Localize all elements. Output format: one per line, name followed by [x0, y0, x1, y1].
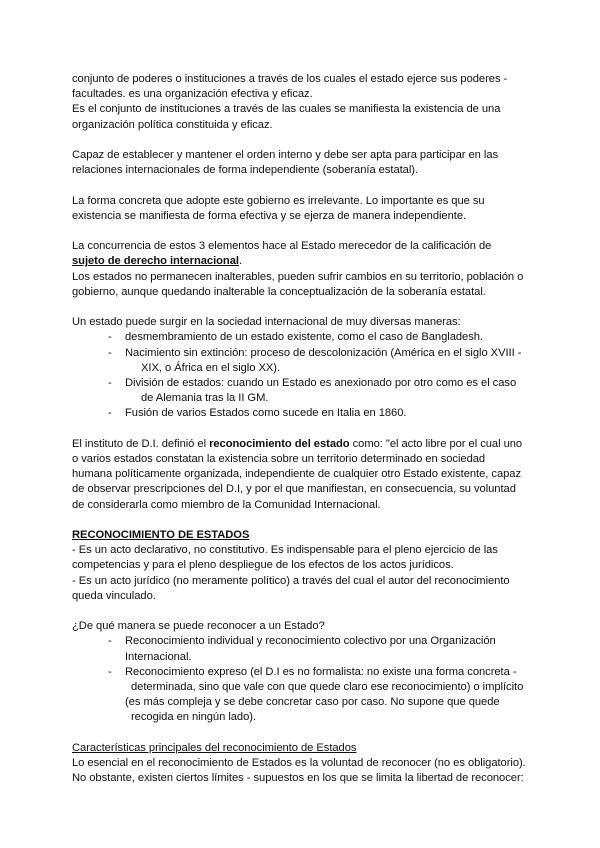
document-page [72, 72, 532, 786]
text-line: de observar prescripciones del D.I, y por el que manifiestan, en consecuencia, su voluntad [72, 483, 516, 496]
text-line: relaciones internacionales de forma independiente (soberanía estatal). [72, 164, 419, 177]
dash-bullet: - [108, 331, 112, 344]
paragraph-esencial [72, 756, 532, 786]
text-line: Los estados no permanecen inalterables, pueden sufrir cambios en su territorio, población o [72, 270, 524, 283]
text-line: La concurrencia de estos 3 elementos hace al Estado merecedor de la calificación de [72, 240, 492, 253]
question-line: ¿De qué manera se puede reconocer a un Estado? [72, 620, 325, 633]
text-line: de considerarla como miembro de la Comunidad Internacional. [72, 498, 381, 511]
text-line: - Es un acto jurídico (no meramente político) a través del cual el autor del reconocimiento [72, 574, 510, 587]
text-line: Lo esencial en el reconocimiento de Estados es la voluntad de reconocer (no es obligatorio). [72, 757, 526, 770]
text-line: La forma concreta que adopte este gobierno es irrelevante. Lo importante es que su [72, 194, 485, 207]
text-line: o varios estados constatan la existencia sobre un territorio determinado en sociedad [72, 453, 486, 465]
text-line: organización política constituida y eficaz. [72, 118, 273, 131]
text-line: competencias y para el pleno despliegue de los efectos de los actos jurídicos. [72, 559, 454, 572]
list-formas-surgir [72, 330, 532, 421]
text-dot: . [238, 255, 242, 268]
text-line: gobierno, aunque quedando inalterable la conceptualización de la soberanía estatal. [72, 285, 486, 298]
paragraph-capaz [72, 148, 532, 178]
list-item: - División de estados: cuando un Estado es anexionado por otro como es el caso de Alemania tras la II GM. [108, 377, 517, 405]
dash-bullet: - [108, 635, 112, 648]
section-heading-reconocimiento: RECONOCIMIENTO DE ESTADOS [72, 529, 250, 541]
text-line: Capaz de establecer y mantener el orden interno y debe ser apta para participar en las [72, 149, 499, 161]
paragraph-instituto: El instituto de D.I. definió el reconocimiento del estado como: "el acto libre por el cual uno o varios estados constatan la existencia sobre un territorio determinado en sociedad humana políticamente organizada, independiente de cualquier otro Estado existente, capaz de observar prescripciones del D.I, y por el que manifiestan, en consecuencia, su voluntad de considerarla como miembro de la Comunidad Internacional. [72, 437, 523, 511]
dash-bullet: - [108, 377, 112, 389]
list-item: - Nacimiento sin extinción: proceso de descolonización (América en el siglo XVIII - XIX, o África en el siglo XX). [108, 346, 522, 374]
text-line: No obstante, existen ciertos límites - supuestos en los que se limita la libertad de reconocer: [72, 772, 524, 785]
text-line: conjunto de poderes o instituciones a través de los cuales el estado ejerce sus poderes - [72, 73, 508, 85]
list-formas-reconocer [72, 634, 532, 725]
bold-term-sujeto: sujeto de derecho internacional [72, 255, 239, 268]
dash-bullet: - [108, 407, 112, 420]
text-line: humana políticamente organizada, independiente de cualquier otro Estado existente, capaz [72, 468, 522, 481]
text-line: Es el conjunto de instituciones a través de las cuales se manifiesta la existencia de una [72, 103, 501, 116]
paragraph-acto [72, 543, 532, 604]
paragraph-surgir: Un estado puede surgir en la sociedad internacional de muy diversas maneras: [72, 316, 461, 329]
text-line: existencia se manifiesta de forma efectiva y se ejerza de manera independiente. [72, 209, 467, 222]
text-line: facultades. es una organización efectiva y eficaz. [72, 88, 313, 101]
dash-bullet: - [108, 346, 112, 359]
section-heading-caracteristicas: Características principales del reconocimiento de Estados [72, 741, 357, 754]
dash-bullet: - [108, 665, 112, 678]
list-item: - Fusión de varios Estados como sucede en Italia en 1860. [72, 406, 532, 421]
paragraph-gobierno [72, 72, 532, 133]
list-item: - Reconocimiento individual y reconocimiento colectivo por una Organización Internacional. [108, 635, 496, 663]
paragraph-forma-concreta [72, 194, 532, 224]
text-line: - Es un acto declarativo, no constitutivo. Es indispensable para el pleno ejercicio de las [72, 544, 498, 557]
list-item: - Reconocimiento expreso (el D.I es no formalista: no existe una forma concreta - determinada, sino que vale con que quede claro ese reconocimiento) o implícito (es más compleja y se debe concretar caso por caso. No supone que quede recogida en ningún lado). [108, 665, 524, 724]
bold-term-reconocimiento: reconocimiento del estado [209, 437, 350, 450]
list-item: - desmembramiento de un estado existente, como el caso de Bangladesh. [72, 330, 532, 345]
text-line: queda vinculado. [72, 589, 156, 602]
paragraph-concurrencia [72, 239, 532, 300]
